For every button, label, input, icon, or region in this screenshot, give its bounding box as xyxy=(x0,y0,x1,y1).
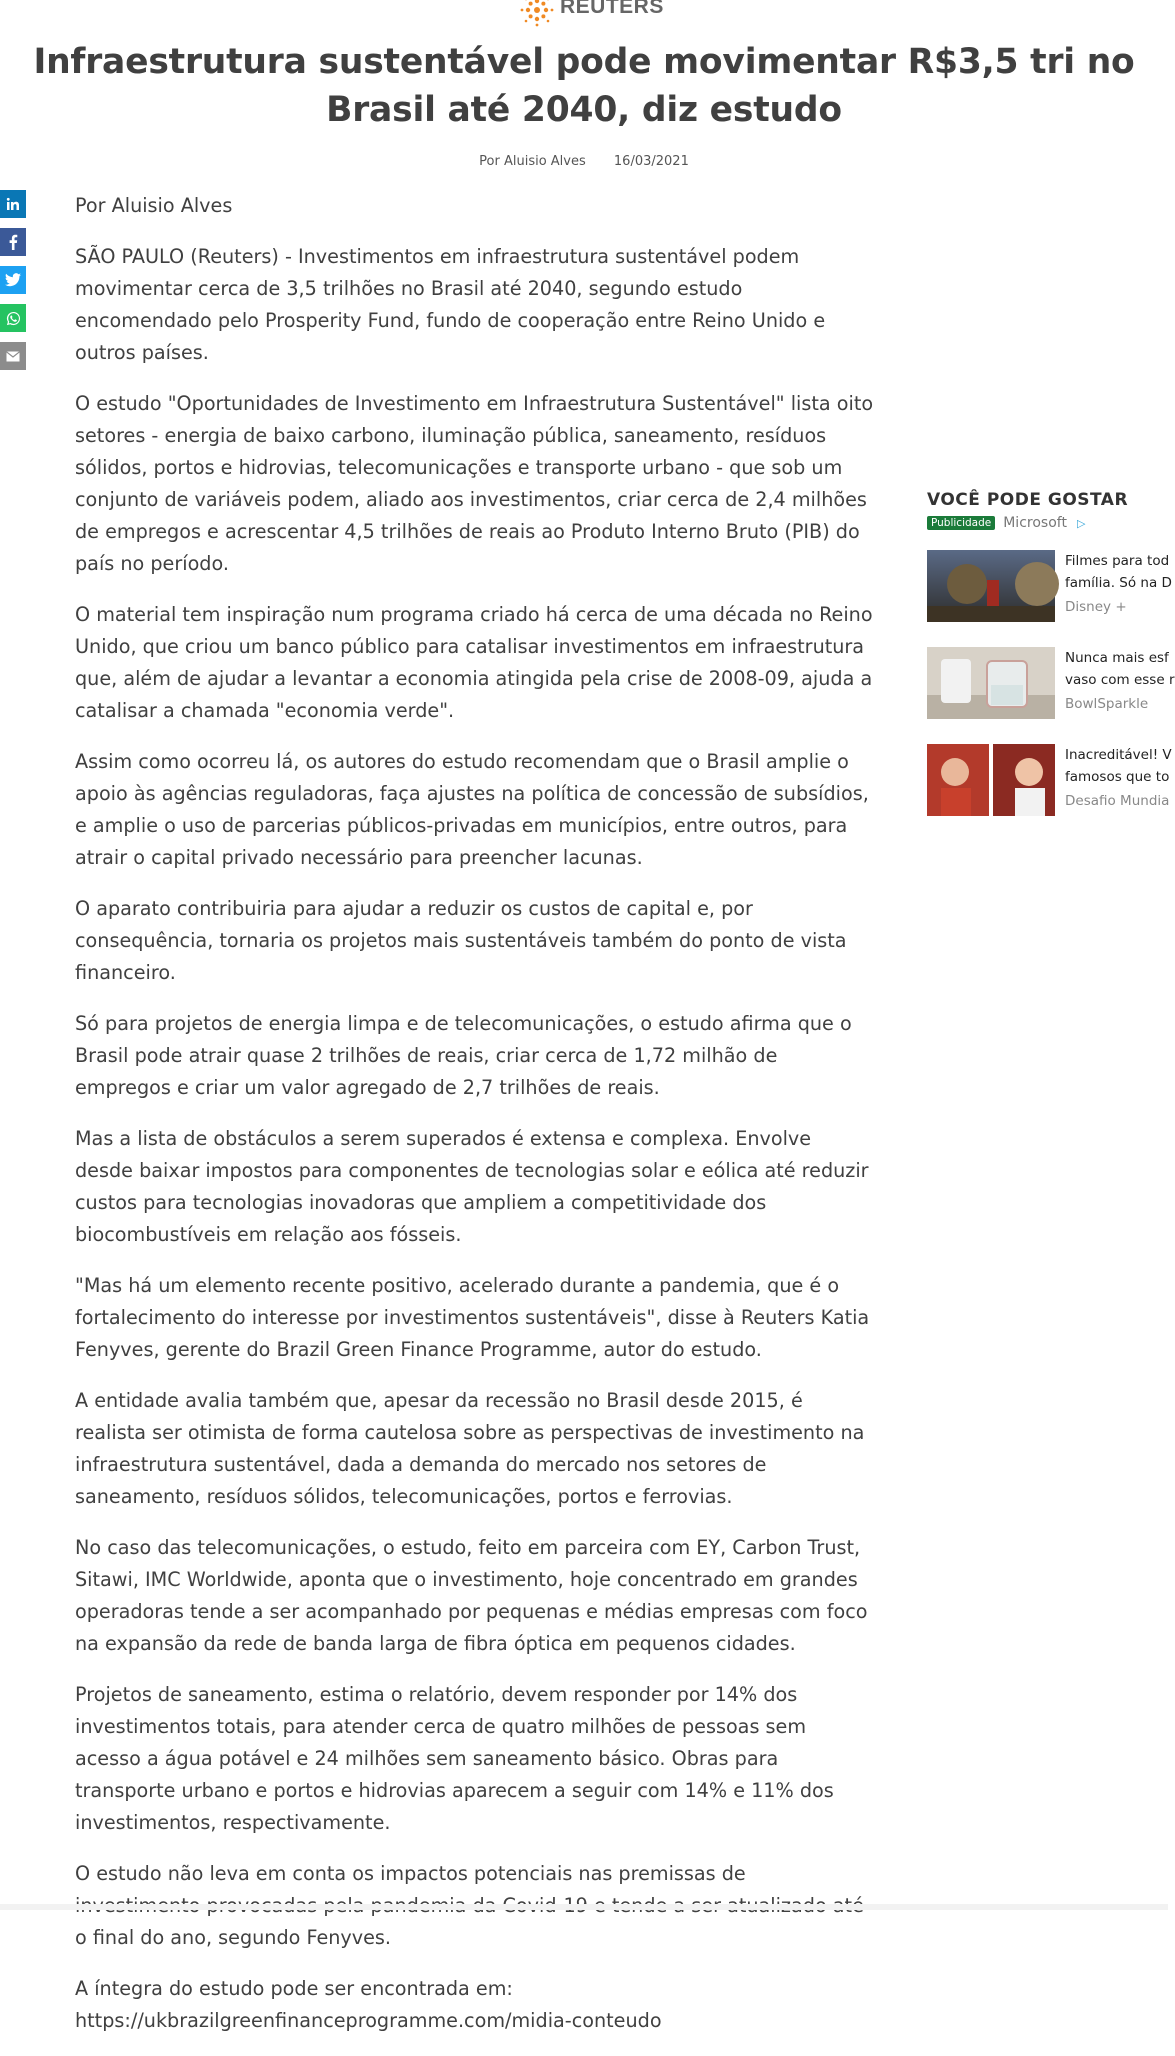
adchoices-icon[interactable]: ▷ xyxy=(1077,517,1085,530)
recommendation-source: Disney + xyxy=(1065,599,1172,615)
recommendation-item[interactable] xyxy=(927,647,1168,726)
twitter-icon xyxy=(5,273,21,287)
paragraph: O estudo não leva em conta os impactos potenciais nas premissas de o final do ano, segundo Fenyves. xyxy=(75,1858,875,1954)
article-headline: Infraestrutura sustentável pode movimentar R$3,5 tri no Brasil até 2040, diz estudo xyxy=(20,38,1148,134)
byline: Por Aluisio Alves xyxy=(479,154,586,169)
recommendation-item[interactable] xyxy=(927,550,1168,629)
share-email-button[interactable] xyxy=(0,342,26,370)
paragraph: A íntegra do estudo pode ser encontrada em: https://ukbrazilgreenfinanceprogramme.com/midia-conteudo xyxy=(75,1973,875,2037)
sponsor-name[interactable]: Microsoft xyxy=(1003,515,1067,531)
sponsor-row xyxy=(927,514,1168,532)
article-author: Por Aluisio Alves xyxy=(75,190,875,222)
recommendation-thumbnail[interactable] xyxy=(927,550,1055,622)
share-rail xyxy=(0,190,26,380)
recommendation-source: Desafio Mundia xyxy=(1065,793,1172,809)
email-icon xyxy=(6,351,20,362)
share-facebook-button[interactable] xyxy=(0,228,26,256)
reuters-logo-text: REUTERS xyxy=(560,0,664,19)
reuters-logo-icon xyxy=(520,1,554,23)
paragraph: SÃO PAULO (Reuters) - Investimentos em infraestrutura sustentável podem movimentar cerca de 3,5 trilhões no Brasil até 2040, segundo estudo encomendado pelo Prosperity Fund, fundo de cooperação entre Reino Unido e outros países. xyxy=(75,241,875,369)
recommendation-title[interactable]: Inacreditável! V famosos que to xyxy=(1065,744,1172,788)
paragraph: Só para projetos de energia limpa e de telecomunicações, o estudo afirma que o Brasil pode atrair quase 2 trilhões de reais, criar cerca de 1,72 milhão de empregos e criar um valor agregado de 2,7 trilhões de reais. xyxy=(75,1008,875,1104)
paragraph: O material tem inspiração num programa criado há cerca de uma década no Reino Unido, que criou um banco público para catalisar investimentos em infraestrutura que, além de ajudar a levantar a economia atingida pela crise de 2008-09, ajuda a catalisar a chamada "economia verde". xyxy=(75,599,875,727)
recommendations-sidebar xyxy=(927,490,1168,823)
share-linkedin-button[interactable] xyxy=(0,190,26,218)
paragraph: Projetos de saneamento, estima o relatório, devem responder por 14% dos investimentos totais, para atender cerca de quatro milhões de pessoas sem acesso a água potável e 24 milhões sem saneamento básico. Obras para transporte urbano e portos e hidrovias aparecem a seguir com 14% e 11% dos investimentos, respectivamente. xyxy=(75,1679,875,1839)
recommendation-title[interactable]: Filmes para tod família. Só na D xyxy=(1065,550,1172,594)
sponsored-badge: Publicidade xyxy=(927,516,995,530)
paragraph: O estudo "Oportunidades de Investimento em Infraestrutura Sustentável" lista oito setores - energia de baixo carbono, iluminação pública, saneamento, resíduos sólidos, portos e hidrovias, telecomunicações e transporte urbano - que sob um conjunto de variáveis podem, aliado aos investimentos, criar cerca de 2,4 milhões de empregos e acrescentar 4,5 trilhões de reais ao Produto Interno Bruto (PIB) do país no período. xyxy=(75,388,875,580)
recommendation-item[interactable] xyxy=(927,744,1168,823)
recommendation-thumbnail[interactable] xyxy=(927,647,1055,719)
recommendations-heading: VOCÊ PODE GOSTAR xyxy=(927,490,1168,510)
paragraph: "Mas há um elemento recente positivo, acelerado durante a pandemia, que é o fortalecimento do interesse por investimentos sustentáveis", disse à Reuters Katia Fenyves, gerente do Brazil Green Finance Programme, autor do estudo. xyxy=(75,1270,875,1366)
facebook-icon xyxy=(8,234,18,250)
share-twitter-button[interactable] xyxy=(0,266,26,294)
recommendation-source: BowlSparkle xyxy=(1065,696,1175,712)
article-body xyxy=(75,190,875,2056)
paragraph: O aparato contribuiria para ajudar a reduzir os custos de capital e, por consequência, tornaria os projetos mais sustentáveis também do ponto de vista financeiro. xyxy=(75,893,875,989)
publish-date: 16/03/2021 xyxy=(614,154,689,169)
paragraph: A entidade avalia também que, apesar da recessão no Brasil desde 2015, é realista ser otimista de forma cautelosa sobre as perspectivas de investimento na infraestrutura sustentável, dada a demanda do mercado nos setores de saneamento, resíduos sólidos, telecomunicações, portos e ferrovias. xyxy=(75,1385,875,1513)
paragraph: No caso das telecomunicações, o estudo, feito em parceira com EY, Carbon Trust, Sitawi, IMC Worldwide, aponta que o investimento, hoje concentrado em grandes operadoras tende a ser acompanhado por pequenas e médias empresas com foco na expansão da rede de banda larga de fibra óptica em pequenos cidades. xyxy=(75,1532,875,1660)
paragraph: Assim como ocorreu lá, os autores do estudo recomendam que o Brasil amplie o apoio às agências reguladoras, faça ajustes na política de concessão de subsídios, e amplie o uso de parcerias públicos-privadas em municípios, entre outros, para atrair o capital privado necessário para preencher lacunas. xyxy=(75,746,875,874)
recommendation-title[interactable]: Nunca mais esf vaso com esse r xyxy=(1065,647,1175,691)
recommendation-thumbnail[interactable] xyxy=(927,744,1055,816)
whatsapp-icon xyxy=(6,311,21,326)
share-whatsapp-button[interactable] xyxy=(0,304,26,332)
article-meta xyxy=(0,154,1168,169)
linkedin-icon xyxy=(6,197,20,211)
paragraph: Mas a lista de obstáculos a serem superados é extensa e complexa. Envolve desde baixar impostos para componentes de tecnologias solar e eólica até reduzir custos para tecnologias inovadoras que ampliem a competitividade dos biocombustíveis em relação aos fósseis. xyxy=(75,1123,875,1251)
status-strip xyxy=(0,1904,1168,1910)
reuters-logo[interactable] xyxy=(520,0,664,24)
